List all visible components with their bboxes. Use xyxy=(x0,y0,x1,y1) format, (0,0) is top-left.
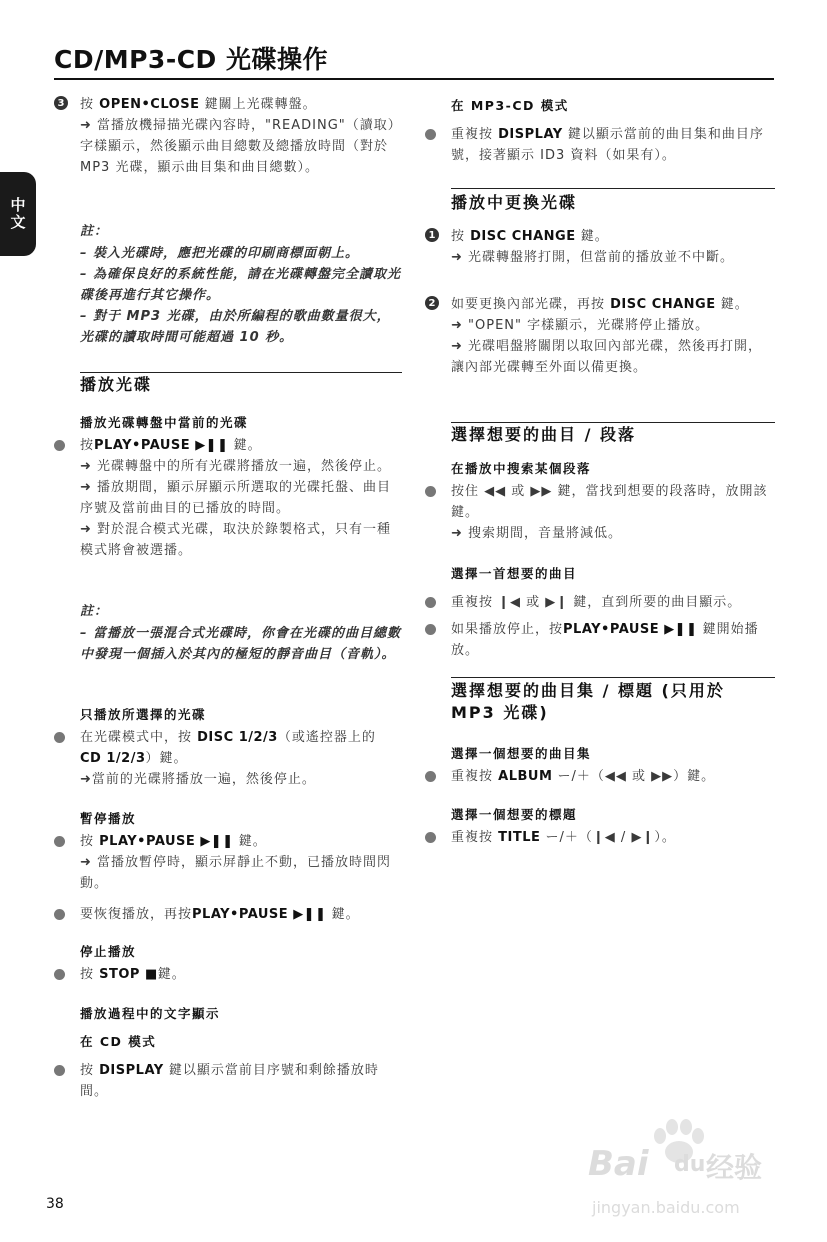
play-pause-key: PLAY•PAUSE ▶❚❚ xyxy=(192,907,327,922)
play-pause-key: PLAY•PAUSE ▶❚❚ xyxy=(94,438,229,453)
search-instruction: 按住 ◀◀ 或 ▶▶ 鍵，當找到想要的段落時，放開該鍵。 xyxy=(451,484,768,520)
open-close-key: OPEN•CLOSE xyxy=(99,97,200,112)
mp3-mode-section xyxy=(425,96,775,166)
display-post: 鍵以顯示當前目序號和剩餘播放時間。 xyxy=(80,1063,379,1099)
play-all-section xyxy=(54,413,402,561)
change-2-post: 鍵。 xyxy=(715,297,749,312)
stop-post: 鍵。 xyxy=(157,967,186,982)
note-1-head: 註： xyxy=(80,224,109,239)
play-all-pre: 按 xyxy=(80,438,95,453)
step-number-badge: 1 xyxy=(425,228,439,242)
note-1-body xyxy=(54,243,402,348)
search-section xyxy=(425,459,775,544)
play-selected-mid: （或遙控器上的 xyxy=(277,730,376,745)
cd-key: CD 1/2/3 xyxy=(80,751,146,766)
note-1-line-1: – 裝入光碟時，應把光碟的印刷商標面朝上。 xyxy=(80,246,360,261)
bullet-icon xyxy=(54,440,65,451)
note-1 xyxy=(54,220,402,348)
watermark-brand: Bai xyxy=(588,1144,649,1184)
section-title-play: 播放光碟 xyxy=(80,375,153,394)
title-section xyxy=(425,805,775,848)
display-subtitle: 播放過程中的文字顯示 xyxy=(80,1006,221,1021)
resume-pre: 要恢復播放，再按 xyxy=(80,907,193,922)
start-play-post: 鍵開始播放。 xyxy=(451,622,759,658)
stop-key: STOP ■ xyxy=(99,967,158,982)
bullet-icon xyxy=(425,597,436,608)
language-tab-label: 中文 xyxy=(8,197,27,231)
step-number-badge: 3 xyxy=(54,96,68,110)
display-section xyxy=(54,1004,402,1102)
pause-section xyxy=(54,809,402,925)
watermark-url: jingyan.baidu.com xyxy=(592,1198,740,1217)
step-3 xyxy=(54,94,402,178)
step-3-result: ➜ 當播放機掃描光碟內容時，"READING"（讀取）字樣顯示，然後顯示曲目總數及總播放時間（對於 MP3 光碟，顯示曲目集和曲目總數）。 xyxy=(80,118,402,175)
pause-post: 鍵。 xyxy=(233,834,267,849)
note-2-head: 註： xyxy=(80,604,109,619)
stop-subtitle: 停止播放 xyxy=(80,944,137,959)
section-title-change: 播放中更換光碟 xyxy=(451,193,578,212)
play-selected-pre: 在光碟模式中，按 xyxy=(80,730,198,745)
pause-text xyxy=(54,831,402,894)
play-selected-text xyxy=(54,727,402,790)
resume-text xyxy=(54,904,402,925)
search-text xyxy=(425,481,775,544)
stop-text xyxy=(54,964,402,985)
cd-mode-subtitle: 在 CD 模式 xyxy=(80,1034,157,1049)
change-step-2 xyxy=(425,294,775,378)
display-key: DISPLAY xyxy=(99,1063,164,1078)
disc-change-key: DISC CHANGE xyxy=(610,297,716,312)
change-step-1 xyxy=(425,226,775,268)
bullet-icon xyxy=(54,836,65,847)
baidu-watermark xyxy=(588,1118,778,1228)
section-divider xyxy=(80,372,402,373)
play-selected-post: ）鍵。 xyxy=(145,751,188,766)
step-3-text xyxy=(54,94,402,178)
note-1-line-3: – 對于 MP3 光碟，由於所編程的歌曲數量很大，光碟的讀取時間可能超過 10 秒。 xyxy=(80,309,391,345)
note-1-line-2: – 為確保良好的系統性能，請在光碟轉盤完全讀取光碟後再進行其它操作。 xyxy=(80,267,402,303)
pause-subtitle: 暫停播放 xyxy=(80,811,137,826)
bullet-icon xyxy=(425,486,436,497)
select-track-section xyxy=(425,564,775,661)
play-selected-section xyxy=(54,705,402,790)
mp3-mode-text xyxy=(425,124,775,166)
step-number-badge: 2 xyxy=(425,296,439,310)
disc-key: DISC 1/2/3 xyxy=(197,730,278,745)
bullet-icon xyxy=(425,771,436,782)
watermark-cn: 经验 xyxy=(706,1151,763,1184)
select-track-subtitle: 選擇一首想要的曲目 xyxy=(451,566,578,581)
step-3-pre: 按 xyxy=(80,97,100,112)
album-key: ALBUM xyxy=(498,769,553,784)
album-pre: 重複按 xyxy=(451,769,499,784)
play-selected-result: ➜當前的光碟將播放一遍，然後停止。 xyxy=(80,772,316,787)
play-all-result-2: ➜ 播放期間，顯示屏顯示所選取的光碟托盤、曲目序號及當前曲目的已播放的時間。 xyxy=(80,480,392,516)
title-subtitle: 選擇一個想要的標題 xyxy=(451,807,578,822)
page-title: CD/MP3-CD 光碟操作 xyxy=(54,45,329,74)
album-post: ー/＋（◀◀ 或 ▶▶）鍵。 xyxy=(552,769,716,784)
title-pre: 重複按 xyxy=(451,830,499,845)
play-selected-subtitle: 只播放所選擇的光碟 xyxy=(80,707,207,722)
section-divider xyxy=(451,422,775,423)
play-all-post: 鍵。 xyxy=(228,438,262,453)
section-divider xyxy=(451,677,775,678)
start-play-pre: 如果播放停止，按 xyxy=(451,622,564,637)
start-play-text xyxy=(425,619,775,661)
bullet-icon xyxy=(54,909,65,920)
change-2-text xyxy=(425,294,775,378)
section-divider xyxy=(451,188,775,189)
bullet-icon xyxy=(54,1065,65,1076)
album-section xyxy=(425,744,775,787)
select-track-text: 重複按 ❙◀ 或 ▶❙ 鍵，直到所要的曲目顯示。 xyxy=(451,595,742,610)
play-all-result-3: ➜ 對於混合模式光碟，取決於錄製格式，只有一種模式將會被選播。 xyxy=(80,522,392,558)
album-subtitle: 選擇一個想要的曲目集 xyxy=(451,746,592,761)
title-text xyxy=(425,827,775,848)
mp3-mode-post: 鍵以顯示當前的曲目集和曲目序號，接著顯示 ID3 資料（如果有）。 xyxy=(451,127,764,163)
section-title-select: 選擇想要的曲目 / 段落 xyxy=(451,425,636,444)
album-text xyxy=(425,766,775,787)
stop-section xyxy=(54,942,402,985)
play-all-subtitle: 播放光碟轉盤中當前的光碟 xyxy=(80,415,249,430)
search-result: ➜ 搜索期間，音量將減低。 xyxy=(451,526,623,541)
play-pause-key: PLAY•PAUSE ▶❚❚ xyxy=(99,834,234,849)
disc-change-key: DISC CHANGE xyxy=(470,229,576,244)
change-1-text xyxy=(425,226,775,268)
change-1-post: 鍵。 xyxy=(575,229,609,244)
search-subtitle: 在播放中搜索某個段落 xyxy=(451,461,592,476)
section-title-album: 選擇想要的曲目集 / 標題 (只用於 MP3 光碟) xyxy=(451,681,725,722)
change-1-pre: 按 xyxy=(451,229,471,244)
title-divider xyxy=(54,78,774,80)
step-3-post: 鍵關上光碟轉盤。 xyxy=(199,97,317,112)
pause-result: ➜ 當播放暫停時，顯示屏靜止不動，已播放時間閃動。 xyxy=(80,855,392,891)
title-key: TITLE xyxy=(498,830,541,845)
play-all-result-1: ➜ 光碟轉盤中的所有光碟將播放一遍，然後停止。 xyxy=(80,459,392,474)
display-key: DISPLAY xyxy=(498,127,563,142)
note-2 xyxy=(54,600,402,665)
page-number: 38 xyxy=(46,1196,64,1212)
language-tab xyxy=(0,172,36,256)
bullet-icon xyxy=(54,969,65,980)
title-post: ー/＋（❙◀ / ▶❙）。 xyxy=(540,830,676,845)
bullet-icon xyxy=(425,129,436,140)
note-2-line-1: – 當播放一張混合式光碟時，你會在光碟的曲目總數中發現一個插入於其內的極短的靜音曲目（音軌）。 xyxy=(80,626,402,662)
mp3-mode-pre: 重複按 xyxy=(451,127,499,142)
change-2-result-2: ➜ 光碟唱盤將關閉以取回內部光碟，然後再打開，讓內部光碟轉至外面以備更換。 xyxy=(451,339,763,375)
display-text xyxy=(54,1060,402,1102)
watermark-brand-2: du xyxy=(674,1152,706,1177)
play-pause-key: PLAY•PAUSE ▶❚❚ xyxy=(563,622,698,637)
play-all-text xyxy=(54,435,402,561)
resume-post: 鍵。 xyxy=(326,907,360,922)
display-pre: 按 xyxy=(80,1063,100,1078)
stop-pre: 按 xyxy=(80,967,100,982)
bullet-icon xyxy=(425,624,436,635)
change-2-result-1: ➜ "OPEN" 字樣顯示，光碟將停止播放。 xyxy=(451,318,710,333)
change-2-pre: 如要更換內部光碟，再按 xyxy=(451,297,611,312)
bullet-icon xyxy=(54,732,65,743)
change-1-result: ➜ 光碟轉盤將打開，但當前的播放並不中斷。 xyxy=(451,250,735,265)
pause-pre: 按 xyxy=(80,834,100,849)
mp3-mode-subtitle: 在 MP3-CD 模式 xyxy=(451,98,569,113)
bullet-icon xyxy=(425,832,436,843)
